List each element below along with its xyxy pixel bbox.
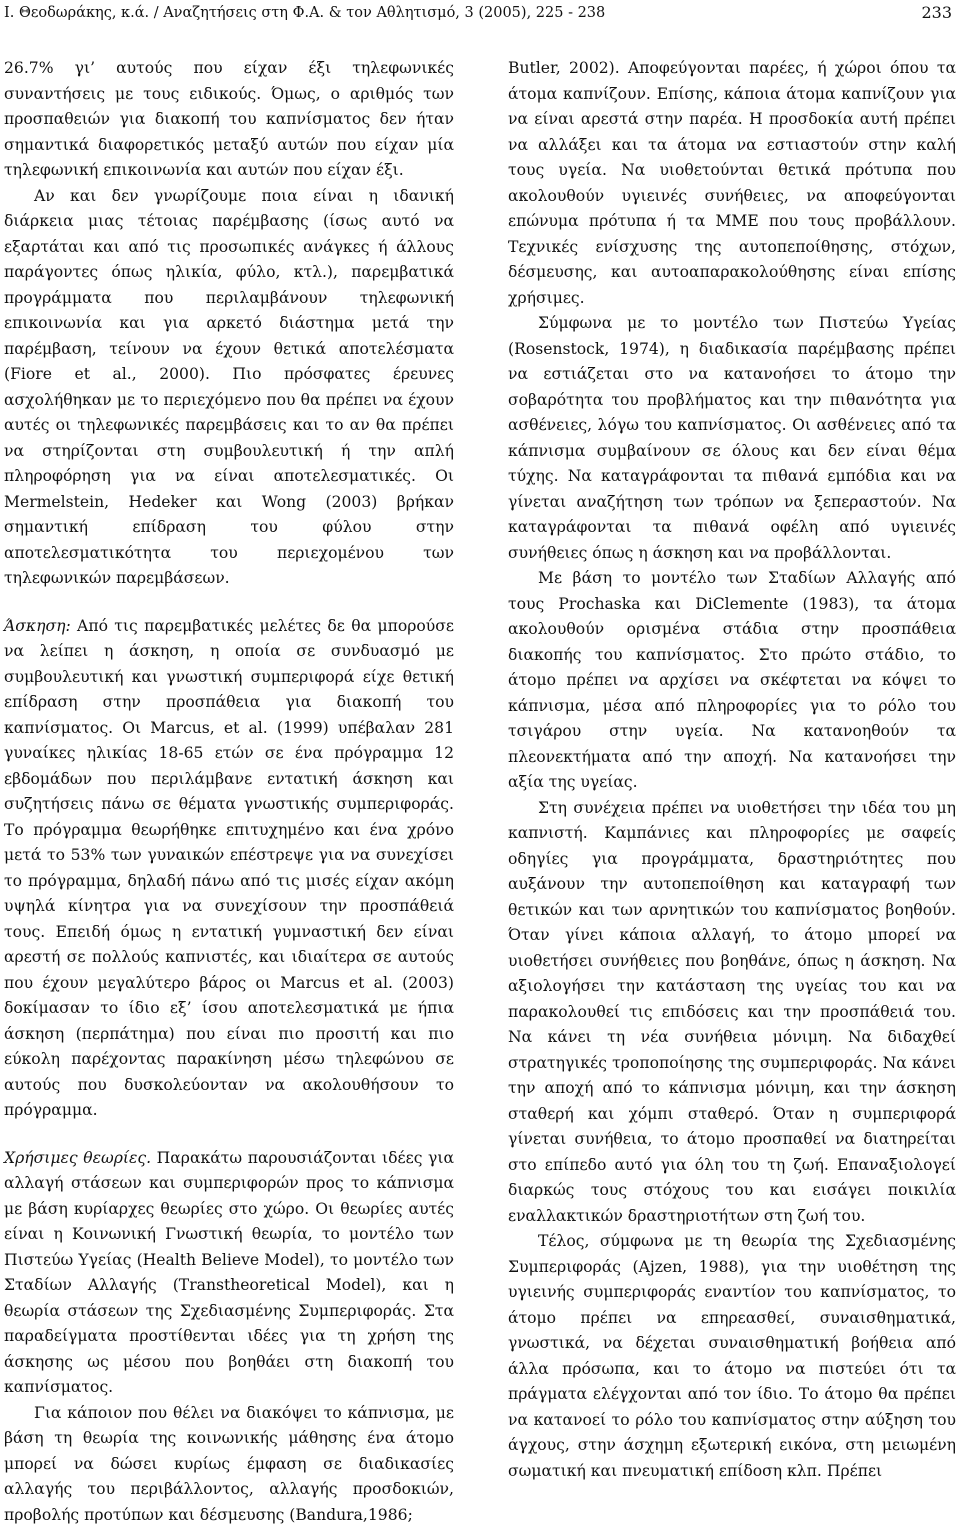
section-run-in-heading: Χρήσιμες θεωρίες. bbox=[4, 1149, 151, 1167]
paragraph bbox=[4, 614, 454, 1124]
paragraph: Σύμφωνα με το μοντέλο των Πιστεύω Υγείας (Rosenstock, 1974), η διαδικασία παρέμβασης πρέπει να εστιάζεται στο να κατανοήσει το άτομο την σοβαρότητα του προβλήματος και την πιθανότητα για ασθένειες, λόγω του καπνίσματος. Οι ασθένειες από τα κάπνισμα συμβαίνουν σε όλους και δεν είναι θέμα τύχης. Να καταγράφονται τα πιθανά εμπόδια και να γίνεται αναζήτηση των τρόπων να ξεπεραστούν. Να καταγράφονται τα πιθανά οφέλη από υγιεινές συνήθειες όπως η άσκηση και να προβάλλονται. bbox=[508, 311, 956, 566]
section-run-in-heading: Άσκηση: bbox=[4, 617, 71, 635]
right-column bbox=[508, 56, 956, 1484]
running-title: Ι. Θεοδωράκης, κ.ά. / Αναζητήσεις στη Φ.Α. & τον Αθλητισμό, 3 (2005), 225 - 238 bbox=[4, 2, 605, 24]
paragraph: Αν και δεν γνωρίζουμε ποια είναι η ιδανική διάρκεια μιας τέτοιας παρέμβασης (ίσως αυτό να εξαρτάται και από τις προσωπικές ανάγκες ή άλλους παράγοντες όπως ηλικία, φύλο, κτλ.), παρεμβατικά προγράμματα που περιλαμβάνουν τηλεφωνική επικοινωνία και για αρκετό διάστημα μετά την παρέμβαση, τείνουν να έχουν θετικά αποτελέσματα (Fiore et al., 2000). Πιο πρόσφατες έρευνες ασχολήθηκαν με το περιεχόμενο που θα πρέπει να έχουν αυτές οι τηλεφωνικές παρεμβάσεις και το αν θα πρέπει να στηρίζονται στη συμβουλευτική ή την απλή πληροφόρηση για να είναι αποτελεσματικές. Οι Mermelstein, Hedeker και Wong (2003) βρήκαν σημαντική επίδραση του φύλου στην αποτελεσματικότητα του περιεχομένου των τηλεφωνικών παρεμβάσεων. bbox=[4, 184, 454, 592]
paragraph: Για κάποιον που θέλει να διακόψει το κάπνισμα, με βάση τη θεωρία της κοινωνικής μάθησης ένα άτομο μπορεί να δώσει κυρίως έμφαση σε διαδικασίες αλλαγής του περιβάλλοντος, αλλαγής προσδοκιών, προβολής προτύπων και δέσμευσης (Bandura,1986; bbox=[4, 1401, 454, 1528]
paragraph: Με βάση το μοντέλο των Σταδίων Αλλαγής από τους Prochaska και DiClemente (1983), τα άτομα ακολουθούν ορισμένα στάδια στην προσπάθεια διακοπής του καπνίσματος. Στο πρώτο στάδιο, το άτομο πρέπει να αρχίσει να σκέφτεται να κόψει το κάπνισμα, μέσα από πληροφορίες για το ρόλο του τσιγάρου στην υγεία. Να κατανοηθούν τα πλεονεκτήματα από την αποχή. Να κατανοήσει την αξία της υγείας. bbox=[508, 566, 956, 796]
page-number: 233 bbox=[921, 2, 952, 24]
running-header bbox=[4, 0, 956, 28]
left-column bbox=[4, 56, 454, 1528]
paragraph: Butler, 2002). Αποφεύγονται παρέες, ή χώροι όπου τα άτομα καπνίζουν. Επίσης, κάποια άτομα καπνίζουν για να είναι αρεστά στην παρέα. Η προσδοκία αυτή πρέπει να αλλάξει και τα άτομα να εστιαστούν στην καλή τους υγεία. Να υιοθετούνται θετικά πρότυπα που ακολουθούν υγιεινές συνήθειες, να αποφεύγονται επώνυμα πρότυπα ή τα ΜΜΕ που τους προβάλλουν. Τεχνικές ενίσχυσης της αυτοπεποίθησης, στόχων, δέσμευσης, και αυτοαπαρακολούθησης είναι επίσης χρήσιμες. bbox=[508, 56, 956, 311]
paragraph-text: Από τις παρεμβατικές μελέτες δε θα μπορούσε να λείπει η άσκηση, η οποία σε συνδυασμό με συμβουλευτική και γνωστική συμπεριφορά είχε θετική επίδραση στην προσπάθεια για διακοπή του καπνίσματος. Οι Marcus, et al. (1999) υπέβαλαν 281 γυναίκες ηλικίας 18-65 ετών σε ένα πρόγραμμα 12 εβδομάδων που περιλάμβανε εντατική άσκηση και συζητήσεις πάνω σε θέματα γνωστικής συμπεριφοράς. Το πρόγραμμα θεωρήθηκε επιτυχημένο και ένα χρόνο μετά το 53% των γυναικών επέστρεψε για να συνεχίσει το πρόγραμμα, δηλαδή πάνω από τις μισές είχαν ακόμη υψηλά κίνητρα για να συνεχίσουν την προσπάθειά τους. Επειδή όμως η εντατική γυμναστική δεν είναι αρεστή σε πολλούς καπνιστές, και ιδιαίτερα σε αυτούς που έχουν μεγαλύτερο βάρος οι Marcus et al. (2003) δοκίμασαν το ίδιο εξ’ ίσου αποτελεσματικά με ήπια άσκηση (περπάτημα) που είναι πιο προσιτή και πιο εύκολη παρέχοντας παρακίνηση μέσω τηλεφώνου σε αυτούς που δυσκολεύονταν να ακολουθήσουν το πρόγραμμα. bbox=[4, 617, 454, 1120]
paragraph: Στη συνέχεια πρέπει να υιοθετήσει την ιδέα του μη καπνιστή. Καμπάνιες και πληροφορίες με σαφείς οδηγίες για προγράμματα, δραστηριότητες που αυξάνουν την αυτοπεποίθηση και καταγραφή των θετικών και των αρνητικών του καπνίσματος βοηθούν. Όταν γίνει κάποια αλλαγή, το άτομο μπορεί να υιοθετήσει συνήθειες που βοηθάνε, όπως η άσκηση. Να αξιολογήσει την κατάσταση της υγείας του και να παρακολουθεί τις επιδόσεις και την προσπάθειά του. Να κάνει τη νέα συνήθεια μόνιμη. Να διδαχθεί στρατηγικές τροποποίησης της συμπεριφοράς. Να κάνει την αποχή από το κάπνισμα μόνιμη, και την άσκηση σταθερή και χόμπι σταθερό. Όταν η συμπεριφορά γίνεται συνήθεια, το άτομο προσπαθεί να διατηρείται στο επίπεδο αυτό για όλη του τη ζωή. Επαναξιολογεί διαρκώς τους στόχους του και εισάγει ποικιλία εναλλακτικών δραστηριοτήτων στη ζωή του. bbox=[508, 796, 956, 1230]
paragraph bbox=[4, 1146, 454, 1401]
paragraph-text: Παρακάτω παρουσιάζονται ιδέες για αλλαγή στάσεων και συμπεριφορών προς το κάπνισμα με βάση κυρίαρχες θεωρίες στο χώρο. Οι θεωρίες αυτές είναι η Κοινωνική Γνωστική θεωρία, το μοντέλο των Πιστεύω Υγείας (Health Believe Model), το μοντέλο των Σταδίων Αλλαγής (Transtheoretical Model), και η θεωρία στάσεων της Σχεδιασμένης Συμπεριφοράς. Στα παραδείγματα προστίθενται ιδέες για τη χρήση της άσκησης ως μέσου που βοηθάει στη διακοπή του καπνίσματος. bbox=[4, 1149, 454, 1397]
paragraph: Τέλος, σύμφωνα με τη θεωρία της Σχεδιασμένης Συμπεριφοράς (Ajzen, 1988), για την υιοθέτηση της υγιεινής συμπεριφοράς εναντίον του καπνίσματος, το άτομο πρέπει να επηρεασθεί, συναισθηματικά, γνωστικά, να δέχεται συναισθηματική βοήθεια από άλλα πρόσωπα, και το άτομο να πιστεύει ότι τα πράγματα ελέγχονται από τον ίδιο. Το άτομο θα πρέπει να κατανοεί το ρόλο του καπνίσματος στην αύξηση του άγχους, στην άσχημη εξωτερική εικόνα, στη μειωμένη σωματική και πνευματική επίδοση κλπ. Πρέπει bbox=[508, 1229, 956, 1484]
paragraph: 26.7% γι’ αυτούς που είχαν έξι τηλεφωνικές συναντήσεις με τους ειδικούς. Όμως, ο αριθμός των προσπαθειών για διακοπή του καπνίσματος δεν ήταν σημαντικά διαφορετικός μεταξύ αυτών που είχαν μία τηλεφωνική επικοινωνία και αυτών που είχαν έξι. bbox=[4, 56, 454, 184]
